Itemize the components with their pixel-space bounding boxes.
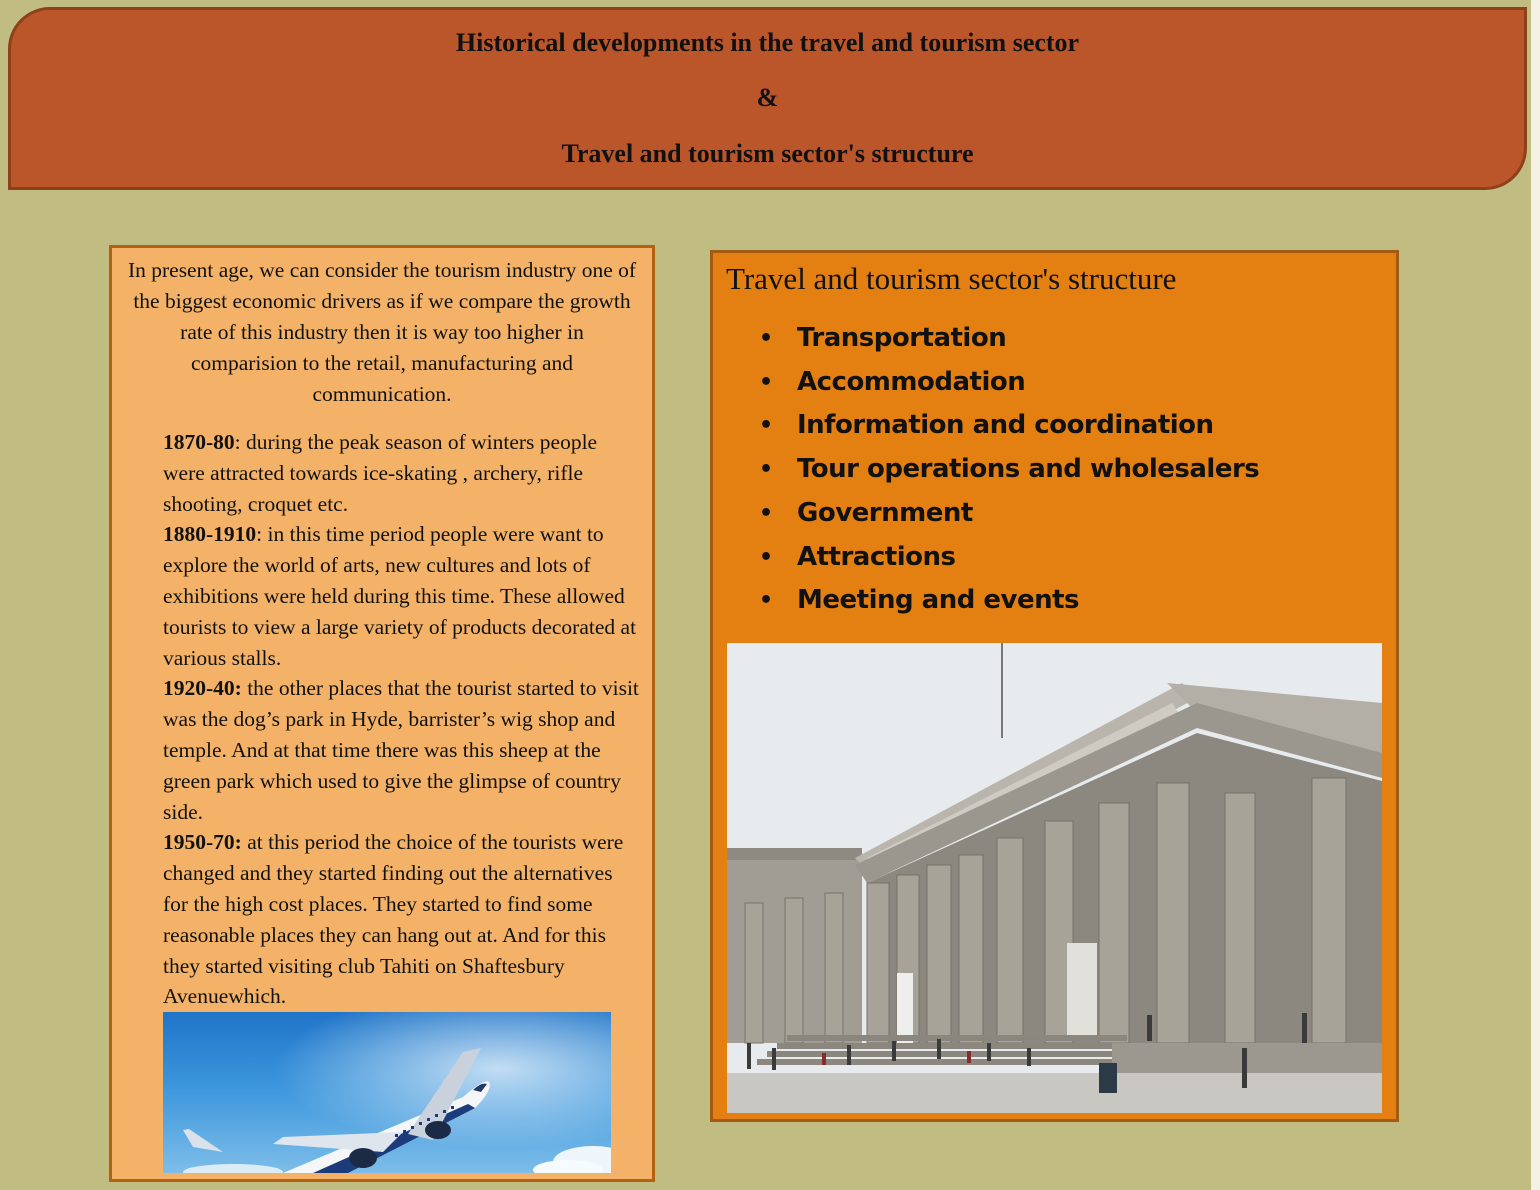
list-item — [757, 579, 1259, 623]
period-label: 1920-40: — [163, 676, 242, 701]
list-item-label: Meeting and events — [797, 585, 1080, 616]
page-edge — [1531, 0, 1540, 1190]
period-entry — [163, 827, 641, 1012]
list-item — [757, 536, 1259, 580]
list-item-label: Accommodation — [797, 366, 1026, 397]
bullet-icon: • — [759, 588, 773, 614]
list-item-label: Government — [797, 497, 973, 528]
airplane-photo — [163, 1012, 611, 1173]
period-entry — [163, 673, 641, 827]
list-item — [757, 404, 1259, 448]
intro-paragraph: In present age, we can consider the tourism industry one of the biggest economic drivers as if we compare the growth rate of this industry then it is way too higher in comparision to the retail, manufacturing and communication. — [127, 258, 637, 406]
bullet-icon: • — [759, 457, 773, 483]
period-text: at this period the choice of the tourists were changed and they started finding out the alternatives for the high cost places. They started to find some reasonable places they can hang out at. And for this they started visiting club Tahiti on Shaftesbury Avenuewhich. — [163, 830, 624, 1009]
bullet-icon: • — [759, 544, 773, 570]
header-title-line-1: Historical developments in the travel and tourism sector — [455, 28, 1080, 57]
structure-list — [757, 317, 1259, 623]
header-title-line-3: Travel and tourism sector's structure — [561, 139, 974, 168]
period-label: 1950-70: — [163, 830, 242, 855]
list-item — [757, 492, 1259, 536]
period-entry — [163, 519, 641, 673]
list-item — [757, 361, 1259, 405]
structure-panel — [710, 250, 1399, 1122]
list-item-label: Transportation — [797, 323, 1007, 353]
period-text: : in this time period people were want to explore the world of arts, new cultures and lots of exhibitions were held during this time. These allowed tourists to view a large variety of products decorated at various stalls. — [163, 522, 637, 670]
header-banner — [8, 7, 1527, 190]
list-item — [757, 317, 1259, 361]
history-periods — [163, 427, 641, 1012]
bullet-icon: • — [759, 326, 773, 351]
period-text: : during the peak season of winters people were attracted towards ice-skating , archery, rifle shooting, croquet etc. — [163, 430, 598, 516]
list-item-label: Information and coordination — [797, 410, 1214, 441]
list-item — [757, 448, 1259, 492]
list-item-label: Tour operations and wholesalers — [797, 454, 1260, 485]
museum-building-photo — [727, 643, 1382, 1113]
structure-title: Travel and tourism sector's structure — [726, 261, 1177, 296]
period-text: the other places that the tourist started to visit was the dog’s park in Hyde, barrister’s wig shop and temple. And at that time there was this sheep at the green park which used to give the glimpse of country side. — [163, 676, 639, 824]
bullet-icon: • — [759, 413, 773, 439]
bullet-icon: • — [759, 369, 773, 395]
bullet-icon: • — [759, 500, 773, 526]
period-entry — [163, 427, 641, 519]
list-item-label: Attractions — [797, 541, 956, 572]
period-label: 1870-80 — [163, 430, 235, 454]
history-panel — [109, 245, 655, 1182]
header-title-line-2: & — [756, 83, 779, 112]
period-label: 1880-1910 — [163, 522, 257, 547]
